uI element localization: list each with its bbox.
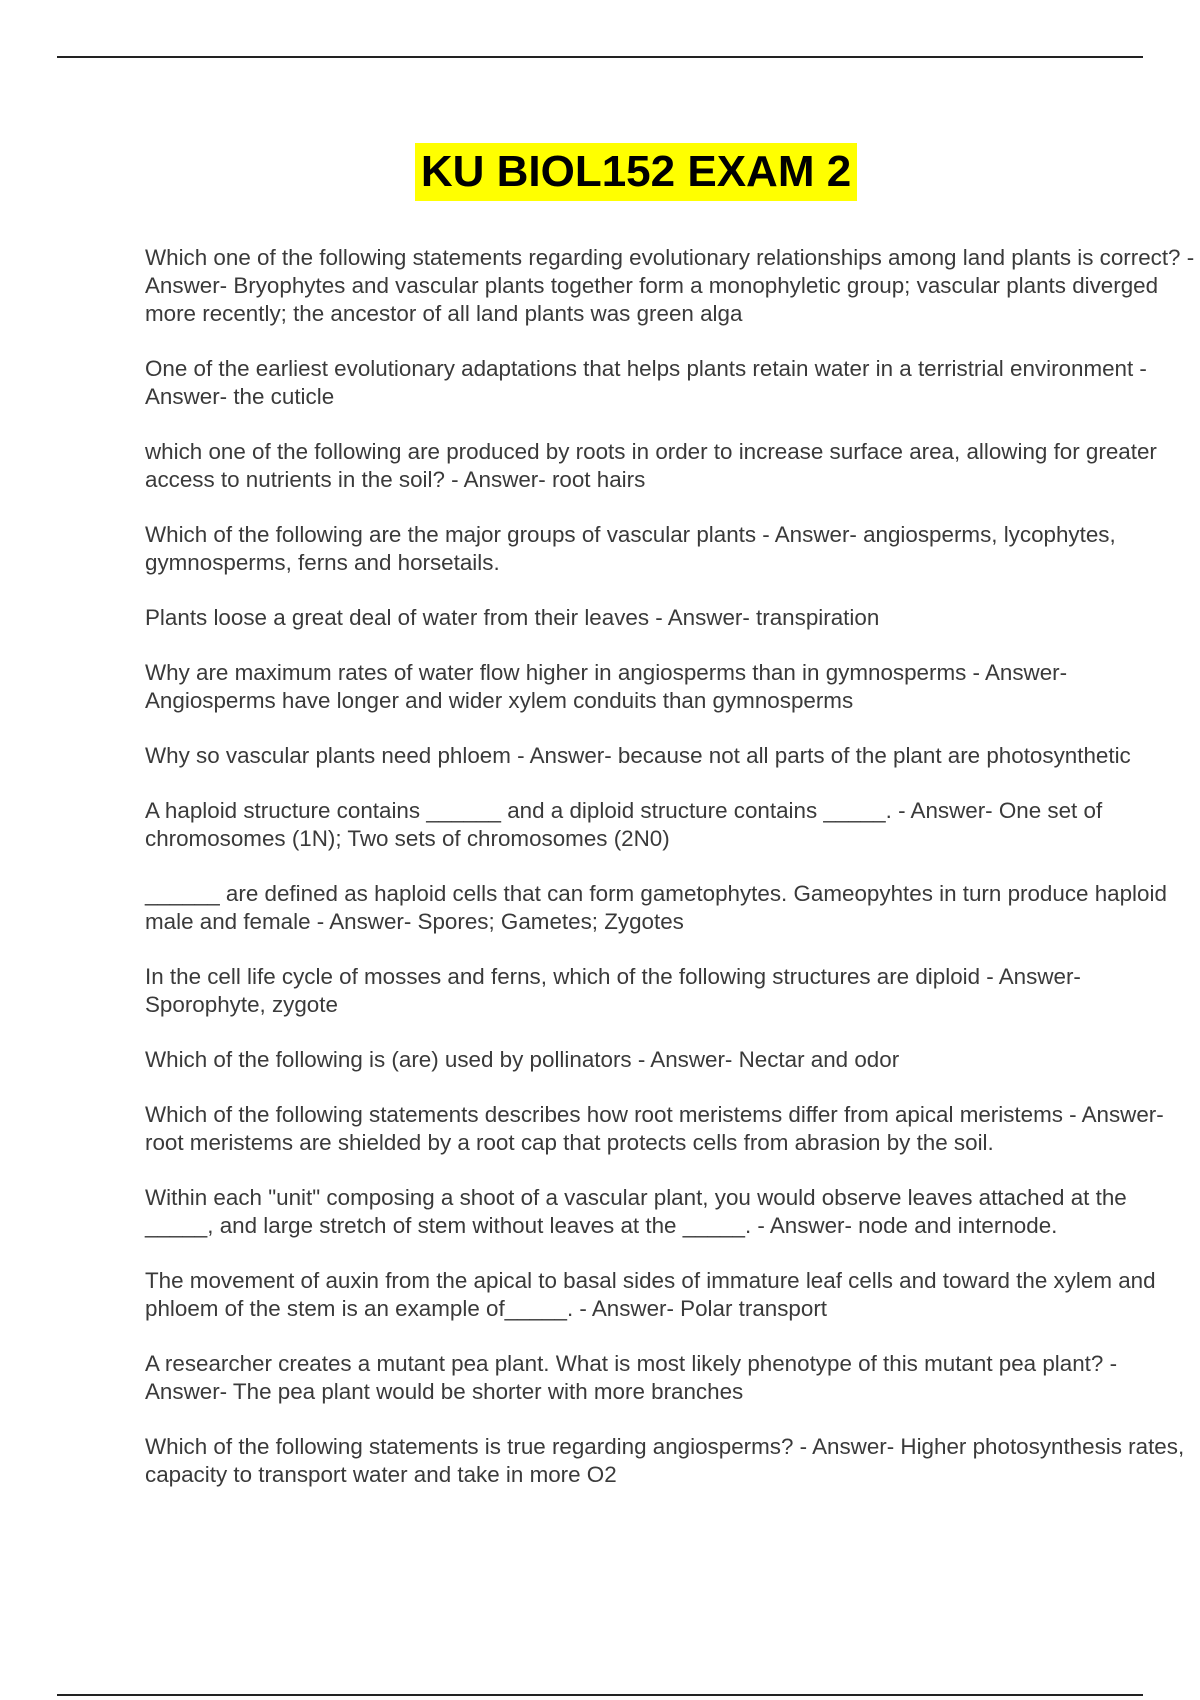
document-title: KU BIOL152 EXAM 2 bbox=[415, 143, 857, 201]
qa-item: ______ are defined as haploid cells that can form gametophytes. Gameopyhtes in turn produce haploid male and female - Answer- Spores; Gametes; Zygotes bbox=[145, 881, 1167, 934]
qa-item: Why so vascular plants need phloem - Answer- because not all parts of the plant are photosynthetic bbox=[145, 743, 1131, 768]
qa-item: One of the earliest evolutionary adaptations that helps plants retain water in a terristrial environment - Answer- the cuticle bbox=[145, 356, 1147, 409]
question-answer-list bbox=[145, 244, 1195, 1516]
bottom-horizontal-rule bbox=[57, 1694, 1143, 1696]
top-horizontal-rule bbox=[57, 56, 1143, 58]
title-container bbox=[0, 143, 1200, 201]
qa-item: In the cell life cycle of mosses and ferns, which of the following structures are diploid - Answer- Sporophyte, zygote bbox=[145, 964, 1081, 1017]
qa-item: The movement of auxin from the apical to basal sides of immature leaf cells and toward the xylem and phloem of the stem is an example of_____. - Answer- Polar transport bbox=[145, 1268, 1156, 1321]
qa-item: A researcher creates a mutant pea plant. What is most likely phenotype of this mutant pea plant? - Answer- The pea plant would be shorter with more branches bbox=[145, 1351, 1118, 1404]
qa-item: Why are maximum rates of water flow higher in angiosperms than in gymnosperms - Answer- Angiosperms have longer and wider xylem conduits than gymnosperms bbox=[145, 660, 1068, 713]
qa-item: Which of the following are the major groups of vascular plants - Answer- angiosperms, lycophytes, gymnosperms, ferns and horsetails. bbox=[145, 522, 1116, 575]
qa-item: Which of the following statements is true regarding angiosperms? - Answer- Higher photosynthesis rates, capacity to transport water and take in more O2 bbox=[145, 1434, 1185, 1487]
qa-item: Plants loose a great deal of water from their leaves - Answer- transpiration bbox=[145, 605, 880, 630]
qa-item: which one of the following are produced by roots in order to increase surface area, allowing for greater access to nutrients in the soil? - Answer- root hairs bbox=[145, 439, 1157, 492]
qa-item: Which one of the following statements regarding evolutionary relationships among land plants is correct? - Answer- Bryophytes and vascular plants together form a monophyletic group; vascular plants diverged more recently; the ancestor of all land plants was green alga bbox=[145, 245, 1195, 326]
qa-item: Which of the following is (are) used by pollinators - Answer- Nectar and odor bbox=[145, 1047, 900, 1072]
qa-item: Which of the following statements describes how root meristems differ from apical meristems - Answer- root meristems are shielded by a root cap that protects cells from abrasion by the soil. bbox=[145, 1102, 1164, 1155]
qa-item: Within each "unit" composing a shoot of a vascular plant, you would observe leaves attached at the _____, and large stretch of stem without leaves at the _____. - Answer- node and internode. bbox=[145, 1185, 1127, 1238]
qa-item: A haploid structure contains ______ and a diploid structure contains _____. - Answer- One set of chromosomes (1N); Two sets of chromosomes (2N0) bbox=[145, 798, 1103, 851]
